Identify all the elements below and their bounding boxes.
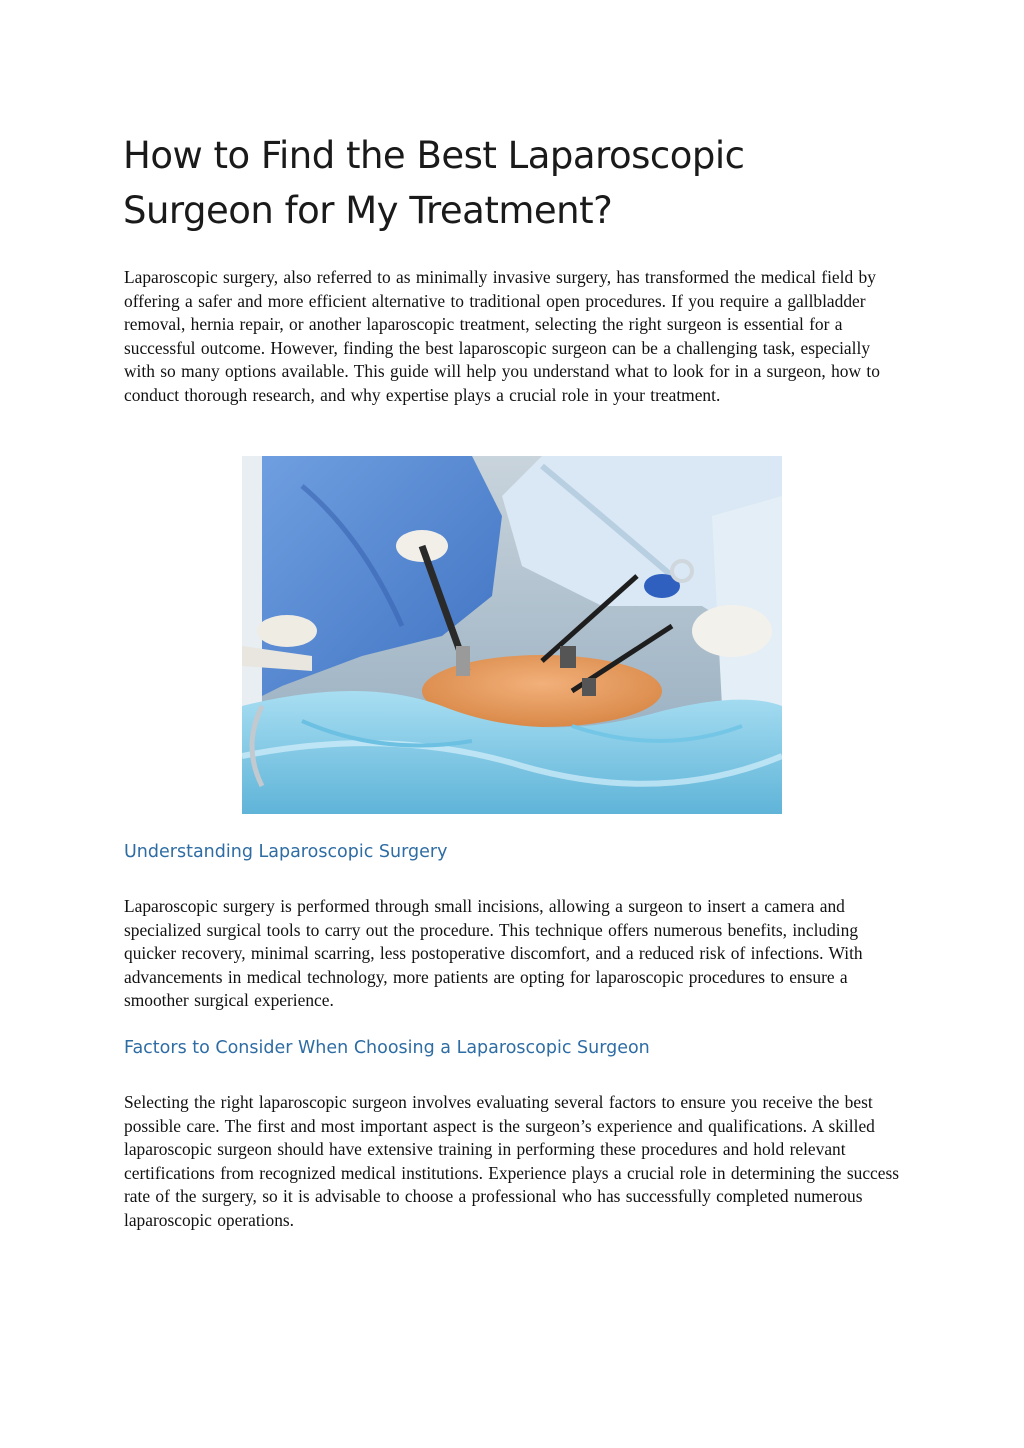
section-body-understanding: Laparoscopic surgery is performed through small incisions, allowing a surgeon to insert a camera and specialized surgical tools to carry out the procedure. This technique offers numerous benefits, including quicker recovery, minimal scarring, less postoperative discomfort, and a reduced risk of infections. With advancements in medical technology, more patients are opting for laparoscopic procedures to ensure a smoother surgical experience. (124, 896, 863, 1010)
section-heading-factors: Factors to Consider When Choosing a Laparoscopic Surgeon (124, 1038, 650, 1058)
surgery-photo (242, 456, 782, 814)
section-heading-understanding: Understanding Laparoscopic Surgery (124, 842, 448, 862)
intro-paragraph: Laparoscopic surgery, also referred to as minimally invasive surgery, has transformed the medical field by offering a safer and more efficient alternative to traditional open procedures. If you require a gallbladder removal, hernia repair, or another laparoscopic treatment, selecting the right surgeon is essential for a successful outcome. However, finding the best laparoscopic surgeon can be a challenging task, especially with so many options available. This guide will help you understand what to look for in a surgeon, how to conduct thorough research, and why expertise plays a crucial role in your treatment. (124, 267, 880, 405)
surgery-photo-illustration (242, 456, 782, 814)
page-title: How to Find the Best Laparoscopic Surgeon for My Treatment? (123, 134, 745, 232)
section-body-factors: Selecting the right laparoscopic surgeon involves evaluating several factors to ensure you receive the best possible care. The first and most important aspect is the surgeon’s experience and qualifications. A skilled laparoscopic surgeon should have extensive training in performing these procedures and hold relevant certifications from recognized medical institutions. Experience plays a crucial role in determining the success rate of the surgery, so it is advisable to choose a professional who has successfully completed numerous laparoscopic operations. (124, 1092, 900, 1230)
